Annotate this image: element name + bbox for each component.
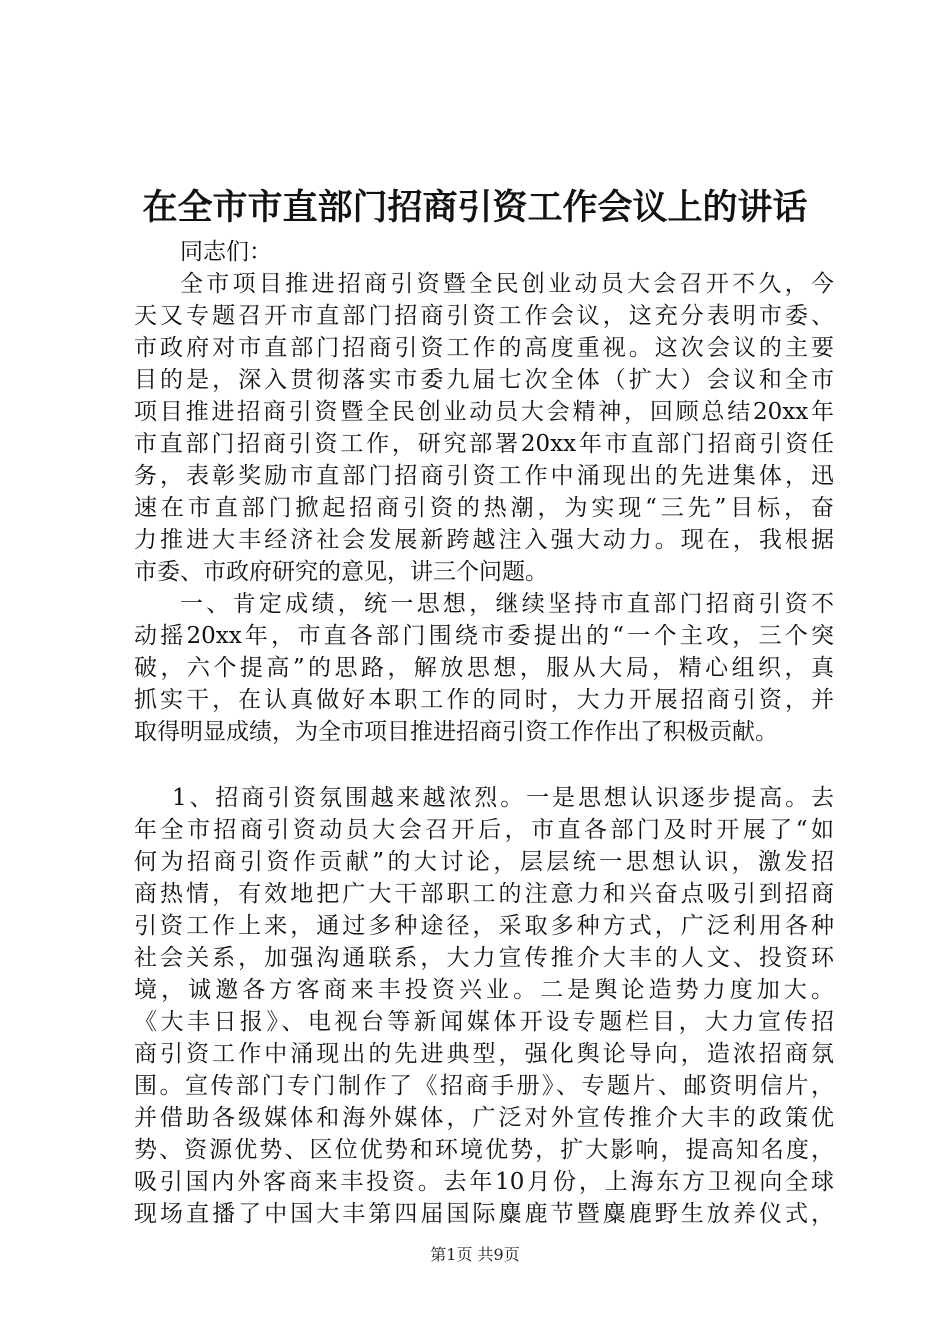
paragraph-3-line: 商热情，有效地把广大干部职工的注意力和兴奋点吸引到招商	[134, 881, 834, 907]
paragraph-3-line: 年全市招商引资动员大会召开后，市直各部门及时开展了“如	[134, 817, 834, 843]
paragraph-3-line: 现场直播了中国大丰第四届国际麋鹿节暨麋鹿野生放养仪式，	[134, 1201, 834, 1227]
paragraph-1-line: 力推进大丰经济社会发展新跨越注入强大动力。现在，我根据	[134, 527, 834, 553]
paragraph-1-line: 市政府对市直部门招商引资工作的高度重视。这次会议的主要	[134, 335, 834, 361]
page-footer: 第1页 共9页	[430, 1245, 520, 1264]
paragraph-3-line: 何为招商引资作贡献”的大讨论，层层统一思想认识，激发招	[134, 849, 834, 875]
document-body	[134, 236, 834, 1230]
paragraph-3-line: 并借助各级媒体和海外媒体，广泛对外宣传推介大丰的政策优	[134, 1105, 834, 1131]
paragraph-1-line: 项目推进招商引资暨全民创业动员大会精神，回顾总结20xx年	[134, 399, 834, 425]
paragraph-3-line: 引资工作上来，通过多种途径，采取多种方式，广泛利用各种	[134, 913, 834, 939]
paragraph-1-line: 市直部门招商引资工作，研究部署20xx年市直部门招商引资任	[134, 431, 834, 457]
paragraph-gap	[134, 748, 834, 782]
paragraph-1-line: 目的是，深入贯彻落实市委九届七次全体（扩大）会议和全市	[134, 367, 834, 393]
paragraph-3-line: 吸引国内外客商来丰投资。去年10月份，上海东方卫视向全球	[134, 1169, 834, 1195]
paragraph-3-line: 1、招商引资氛围越来越浓烈。一是思想认识逐步提高。去	[172, 785, 834, 811]
paragraph-3-line: 商引资工作中涌现出的先进典型，强化舆论导向，造浓招商氛	[134, 1041, 834, 1067]
paragraph-2-line: 抓实干，在认真做好本职工作的同时，大力开展招商引资，并	[134, 687, 834, 713]
paragraph-1-line: 速在市直部门掀起招商引资的热潮，为实现“三先”目标，奋	[134, 495, 834, 521]
paragraph-2-line: 破，六个提高”的思路，解放思想，服从大局，精心组织，真	[134, 655, 834, 681]
greeting-line: 同志们：	[180, 239, 272, 265]
paragraph-2-line: 一、肯定成绩，统一思想，继续坚持市直部门招商引资不	[180, 591, 834, 617]
paragraph-3-line: 境，诚邀各方客商来丰投资兴业。二是舆论造势力度加大。	[134, 977, 834, 1003]
paragraph-3-line: 《大丰日报》、电视台等新闻媒体开设专题栏目，大力宣传招	[134, 1009, 834, 1035]
paragraph-2-line: 动摇20xx年，市直各部门围绕市委提出的“一个主攻，三个突	[134, 623, 834, 649]
paragraph-3-line: 围。宣传部门专门制作了《招商手册》、专题片、邮资明信片，	[134, 1073, 834, 1099]
paragraph-1-line: 市委、市政府研究的意见，讲三个问题。	[134, 559, 548, 585]
paragraph-1-line: 天又专题召开市直部门招商引资工作会议，这充分表明市委、	[134, 303, 834, 329]
paragraph-1-line: 务，表彰奖励市直部门招商引资工作中涌现出的先进集体，迅	[134, 463, 834, 489]
paragraph-1-line: 全市项目推进招商引资暨全民创业动员大会召开不久，今	[180, 271, 834, 297]
paragraph-2-line: 取得明显成绩，为全市项目推进招商引资工作作出了积极贡献。	[134, 719, 778, 745]
page-title: 在全市市直部门招商引资工作会议上的讲话	[142, 187, 808, 228]
paragraph-3-line: 社会关系，加强沟通联系，大力宣传推介大丰的人文、投资环	[134, 945, 834, 971]
paragraph-3-line: 势、资源优势、区位优势和环境优势，扩大影响，提高知名度，	[134, 1137, 834, 1163]
